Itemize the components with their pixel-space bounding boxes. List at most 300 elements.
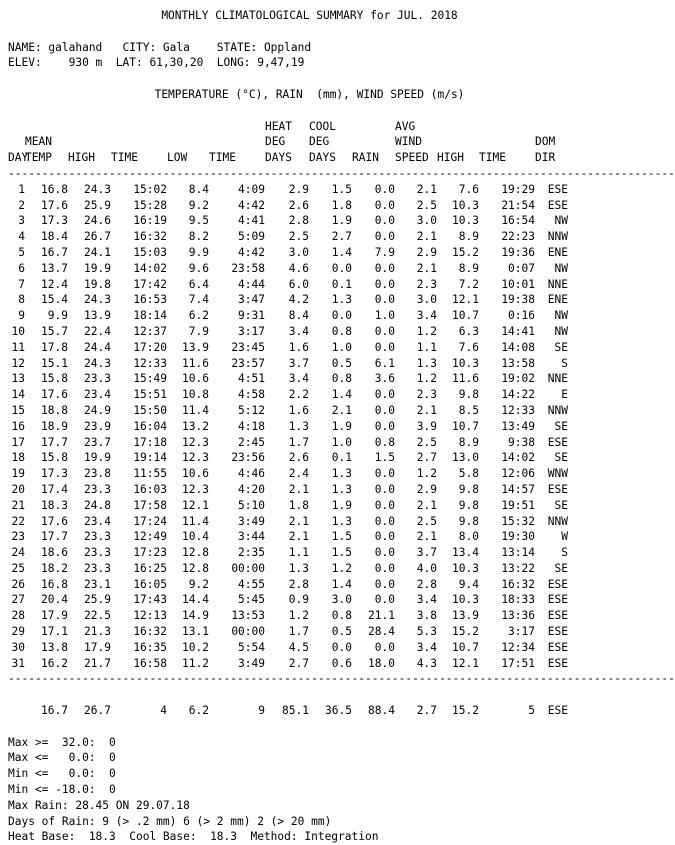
cell-wind-time: 13:49: [501, 419, 535, 433]
cell-avg-wind-speed: 2.5: [416, 514, 437, 528]
summary-block: [8, 735, 613, 845]
cell-day: 2: [18, 198, 25, 212]
cell-dom-dir: SE: [554, 451, 568, 465]
cell-high-temp: 24.9: [84, 403, 111, 417]
cell-rain: 0.0: [374, 498, 395, 512]
cell-mean-temp: 15.8: [41, 372, 68, 386]
cell-high-time: 16:19: [133, 214, 167, 228]
cell-wind-time: 22:23: [501, 230, 535, 244]
cell-low-temp: 9.2: [188, 577, 209, 591]
table-row: [8, 213, 613, 229]
cell-dom-dir: S: [561, 546, 568, 560]
header-dom-dir: DOM: [535, 135, 556, 149]
cell-high-time: 12:13: [133, 609, 167, 623]
header-low-temp: [167, 134, 209, 150]
cell-low-time: 4:42: [238, 198, 265, 212]
cell-dom-dir: SE: [554, 340, 568, 354]
cell-avg-wind-speed: 1.3: [416, 356, 437, 370]
cell-cool-deg-days: 0.6: [331, 656, 352, 670]
header-rain: [352, 119, 395, 135]
cell-high-temp: 23.3: [84, 482, 111, 496]
cell-low-temp: 11.2: [182, 656, 209, 670]
cell-day: 29: [11, 625, 25, 639]
cell-wind-time: 19:51: [501, 498, 535, 512]
cell-low-temp: 8.4: [188, 182, 209, 196]
cell-wind-high: 6.3: [458, 324, 479, 338]
cell-rain: 0.0: [374, 577, 395, 591]
cell-cool-deg-days: 0.1: [331, 277, 352, 291]
header-wind-time: [479, 134, 535, 150]
cell-low-temp: 6.2: [188, 309, 209, 323]
cell-mean-temp: 17.7: [41, 435, 68, 449]
cell-low-temp: 12.3: [182, 482, 209, 496]
cell-high-temp: 23.4: [84, 388, 111, 402]
table-row: [8, 498, 613, 514]
cell-day: 19: [11, 467, 25, 481]
cell-mean-temp: 15.4: [41, 293, 68, 307]
cell-low-temp: 13.2: [182, 419, 209, 433]
header-day: DAY: [8, 151, 29, 165]
cell-dom-dir: NNW: [547, 230, 568, 244]
cell-low-time: 23:58: [231, 261, 265, 275]
cell-cool-deg-days: 0.0: [331, 640, 352, 654]
cell-rain: 0.0: [374, 419, 395, 433]
cell-high-time: 16:58: [133, 656, 167, 670]
cell-wind-time: 13:14: [501, 546, 535, 560]
header-high-time: [111, 119, 167, 135]
cell-rain: 28.4: [368, 625, 395, 639]
summary-line: Days of Rain: 9 (> .2 mm) 6 (> 2 mm) 2 (> 20 mm): [8, 814, 332, 828]
cell-high-temp: 24.3: [84, 293, 111, 307]
table-row: [8, 592, 613, 608]
header-rain: [352, 134, 395, 150]
cell-heat-deg-days: 3.4: [288, 372, 309, 386]
cell-mean-temp: 18.4: [41, 230, 68, 244]
header-avg-wind-speed: AVG: [395, 119, 416, 133]
climate-report: [8, 8, 675, 845]
cell-mean-temp: 18.8: [41, 403, 68, 417]
cell-avg-wind-speed: 2.1: [416, 182, 437, 196]
cell-wind-time: 14:57: [501, 482, 535, 496]
cell-low-temp: 10.6: [182, 467, 209, 481]
table-row: [8, 229, 613, 245]
cell-high-time: 17:43: [133, 593, 167, 607]
cell-avg-wind-speed: 3.4: [416, 640, 437, 654]
cell-high-temp: 23.3: [84, 546, 111, 560]
cell-low-temp: 7.4: [188, 293, 209, 307]
cell-day: 16: [11, 419, 25, 433]
header-mean-temp: MEAN: [25, 135, 52, 149]
cell-wind-time: 13:22: [501, 561, 535, 575]
cell-high-temp: 23.9: [84, 419, 111, 433]
cell-avg-wind-speed: 1.2: [416, 324, 437, 338]
cell-low-temp: 11.6: [182, 356, 209, 370]
cell-high-time: 12:33: [133, 356, 167, 370]
header-wind-time: TIME: [479, 151, 506, 165]
header-wind-high: [437, 119, 479, 135]
cell-avg-wind-speed: 1.1: [416, 340, 437, 354]
cell-mean-temp: 9.9: [47, 309, 68, 323]
cell-wind-time: 19:02: [501, 372, 535, 386]
table-header: [8, 119, 613, 166]
cell-high-temp: 21.7: [84, 656, 111, 670]
cell-dom-dir: ESE: [547, 609, 568, 623]
cell-wind-time: 5: [528, 704, 535, 718]
cell-mean-temp: 17.8: [41, 340, 68, 354]
cell-wind-time: 16:32: [501, 577, 535, 591]
cell-avg-wind-speed: 3.8: [416, 609, 437, 623]
table-row: [8, 529, 613, 545]
cell-mean-temp: 15.8: [41, 451, 68, 465]
summary-line: Min <= -18.0: 0: [8, 783, 116, 797]
cell-high-temp: 19.9: [84, 261, 111, 275]
cell-low-temp: 14.4: [182, 593, 209, 607]
header-cool-deg-days: DEG: [309, 135, 330, 149]
cell-cool-deg-days: 0.0: [331, 261, 352, 275]
summary-line: Max <= 0.0: 0: [8, 751, 116, 765]
table-row: [8, 245, 613, 261]
header-low-time: [209, 119, 265, 135]
cell-high-time: 16:32: [133, 625, 167, 639]
cell-avg-wind-speed: 5.3: [416, 625, 437, 639]
cell-wind-time: 21:54: [501, 198, 535, 212]
cell-mean-temp: 13.8: [41, 640, 68, 654]
cell-high-time: 16:03: [133, 482, 167, 496]
cell-heat-deg-days: 1.1: [288, 546, 309, 560]
cell-high-time: 15:28: [133, 198, 167, 212]
cell-avg-wind-speed: 2.9: [416, 482, 437, 496]
cell-wind-high: 9.8: [458, 514, 479, 528]
cell-high-temp: 24.3: [84, 356, 111, 370]
cell-wind-high: 13.4: [452, 546, 479, 560]
cell-heat-deg-days: 85.1: [282, 704, 309, 718]
cell-high-temp: 19.8: [84, 277, 111, 291]
cell-dom-dir: WNW: [547, 467, 568, 481]
cell-wind-high: 7.2: [458, 277, 479, 291]
cell-rain: 7.9: [374, 245, 395, 259]
cell-dom-dir: ESE: [547, 482, 568, 496]
cell-cool-deg-days: 1.5: [331, 182, 352, 196]
cell-day: 1: [18, 182, 25, 196]
cell-mean-temp: 17.6: [41, 388, 68, 402]
cell-avg-wind-speed: 2.7: [416, 704, 437, 718]
cell-cool-deg-days: 0.8: [331, 324, 352, 338]
cell-rain: 0.0: [374, 182, 395, 196]
cell-high-temp: 24.1: [84, 245, 111, 259]
cell-dom-dir: W: [561, 530, 568, 544]
cell-avg-wind-speed: 3.0: [416, 293, 437, 307]
cell-heat-deg-days: 1.7: [288, 625, 309, 639]
cell-high-temp: 22.4: [84, 324, 111, 338]
cell-high-temp: 21.3: [84, 625, 111, 639]
cell-day: 24: [11, 546, 25, 560]
cell-rain: 0.0: [374, 261, 395, 275]
table-row: [8, 419, 613, 435]
cell-low-time: 4:55: [238, 577, 265, 591]
cell-dom-dir: NNW: [547, 514, 568, 528]
cell-day: 3: [18, 214, 25, 228]
cell-wind-time: 0:16: [508, 309, 535, 323]
cell-cool-deg-days: 1.3: [331, 514, 352, 528]
cell-heat-deg-days: 1.6: [288, 340, 309, 354]
header-mean-temp: TEMP: [25, 151, 52, 165]
cell-wind-time: 19:29: [501, 182, 535, 196]
header-heat-deg-days: HEAT: [265, 119, 292, 133]
cell-low-time: 9: [258, 704, 265, 718]
cell-wind-high: 10.3: [452, 561, 479, 575]
cell-wind-high: 8.5: [458, 403, 479, 417]
cell-low-temp: 12.3: [182, 435, 209, 449]
cell-heat-deg-days: 1.7: [288, 435, 309, 449]
cell-high-temp: 26.7: [84, 704, 111, 718]
cell-heat-deg-days: 2.2: [288, 388, 309, 402]
cell-dom-dir: ENE: [547, 245, 568, 259]
cell-wind-time: 16:54: [501, 214, 535, 228]
header-wind-high: [437, 134, 479, 150]
cell-rain: 0.0: [374, 593, 395, 607]
cell-wind-high: 10.7: [452, 309, 479, 323]
cell-high-time: 15:49: [133, 372, 167, 386]
table-body: [8, 182, 613, 672]
cell-low-temp: 10.8: [182, 388, 209, 402]
cell-high-time: 16:04: [133, 419, 167, 433]
cell-low-time: 4:42: [238, 245, 265, 259]
cell-dom-dir: ESE: [547, 656, 568, 670]
cell-rain: 0.8: [374, 435, 395, 449]
cell-dom-dir: ENE: [547, 293, 568, 307]
cell-cool-deg-days: 36.5: [325, 704, 352, 718]
table-row: [8, 545, 613, 561]
cell-avg-wind-speed: 3.7: [416, 546, 437, 560]
table-row: [8, 435, 613, 451]
cell-day: 13: [11, 372, 25, 386]
cell-dom-dir: NW: [554, 324, 568, 338]
cell-heat-deg-days: 2.1: [288, 530, 309, 544]
cell-heat-deg-days: 2.8: [288, 214, 309, 228]
cell-wind-high: 7.6: [458, 340, 479, 354]
cell-dom-dir: ESE: [547, 593, 568, 607]
cell-high-time: 17:24: [133, 514, 167, 528]
cell-low-temp: 10.6: [182, 372, 209, 386]
cell-dom-dir: SE: [554, 419, 568, 433]
table-row: [8, 561, 613, 577]
cell-low-time: 4:44: [238, 277, 265, 291]
cell-day: 11: [11, 340, 25, 354]
cell-mean-temp: 12.4: [41, 277, 68, 291]
cell-avg-wind-speed: 2.1: [416, 530, 437, 544]
cell-day: 20: [11, 482, 25, 496]
cell-day: 25: [11, 561, 25, 575]
header-high-temp: [68, 134, 111, 150]
cell-low-temp: 9.5: [188, 214, 209, 228]
cell-day: 28: [11, 609, 25, 623]
cell-high-time: 4: [160, 704, 167, 718]
cell-mean-temp: 17.6: [41, 198, 68, 212]
table-row: [8, 308, 613, 324]
cell-wind-high: 9.8: [458, 498, 479, 512]
cell-rain: 0.0: [374, 324, 395, 338]
cell-high-time: 16:25: [133, 561, 167, 575]
cell-high-time: 11:55: [133, 467, 167, 481]
cell-avg-wind-speed: 1.2: [416, 372, 437, 386]
cell-day: 26: [11, 577, 25, 591]
cell-dom-dir: S: [561, 356, 568, 370]
cell-high-time: 12:49: [133, 530, 167, 544]
cell-low-time: 5:54: [238, 640, 265, 654]
cell-avg-wind-speed: 2.1: [416, 261, 437, 275]
cell-high-temp: 23.3: [84, 372, 111, 386]
cell-high-time: 17:18: [133, 435, 167, 449]
cell-low-time: 2:35: [238, 546, 265, 560]
cell-wind-high: 9.4: [458, 577, 479, 591]
cell-high-temp: 22.5: [84, 609, 111, 623]
cell-rain: 3.6: [374, 372, 395, 386]
cell-low-temp: 12.1: [182, 498, 209, 512]
cell-day: 6: [18, 261, 25, 275]
separator-bottom: ---------------------------------------------------------------------------------------------------: [8, 672, 675, 686]
table-row: [8, 387, 613, 403]
header-high-time: [111, 134, 167, 150]
cell-mean-temp: 18.3: [41, 498, 68, 512]
cell-cool-deg-days: 1.9: [331, 214, 352, 228]
header-low-time: [209, 134, 265, 150]
cell-low-time: 3:49: [238, 656, 265, 670]
cell-cool-deg-days: 0.8: [331, 372, 352, 386]
cell-mean-temp: 18.9: [41, 419, 68, 433]
cell-mean-temp: 15.1: [41, 356, 68, 370]
cell-day: 10: [11, 324, 25, 338]
cell-avg-wind-speed: 2.8: [416, 577, 437, 591]
cell-day: 9: [18, 309, 25, 323]
cell-rain: 0.0: [374, 293, 395, 307]
header-low-temp: [167, 119, 209, 135]
cell-low-time: 4:09: [238, 182, 265, 196]
summary-line: Max >= 32.0: 0: [8, 735, 116, 749]
cell-mean-temp: 17.3: [41, 467, 68, 481]
cell-rain: 0.0: [374, 198, 395, 212]
cell-rain: 0.0: [374, 640, 395, 654]
cell-day: 23: [11, 530, 25, 544]
cell-low-temp: 11.4: [182, 403, 209, 417]
cell-dom-dir: ESE: [547, 198, 568, 212]
cell-avg-wind-speed: 2.5: [416, 198, 437, 212]
cell-low-temp: 6.4: [188, 277, 209, 291]
cell-cool-deg-days: 0.5: [331, 625, 352, 639]
cell-high-time: 14:02: [133, 261, 167, 275]
cell-wind-high: 15.2: [452, 704, 479, 718]
cell-heat-deg-days: 2.4: [288, 467, 309, 481]
header-day: [8, 134, 25, 150]
header-high-time: TIME: [111, 151, 138, 165]
table-row: [8, 324, 613, 340]
cell-rain: 21.1: [368, 609, 395, 623]
cell-avg-wind-speed: 3.4: [416, 593, 437, 607]
cell-day: 8: [18, 293, 25, 307]
cell-mean-temp: 17.9: [41, 609, 68, 623]
cell-high-temp: 25.9: [84, 198, 111, 212]
cell-rain: 88.4: [368, 704, 395, 718]
cell-high-time: 17:58: [133, 498, 167, 512]
cell-cool-deg-days: 1.5: [331, 546, 352, 560]
cell-dom-dir: NNE: [547, 372, 568, 386]
cell-low-temp: 11.4: [182, 514, 209, 528]
cell-avg-wind-speed: 3.9: [416, 419, 437, 433]
cell-avg-wind-speed: 3.4: [416, 309, 437, 323]
cell-mean-temp: 18.2: [41, 561, 68, 575]
header-high-temp: HIGH: [68, 151, 95, 165]
totals-values: [8, 703, 613, 719]
cell-heat-deg-days: 2.6: [288, 198, 309, 212]
cell-cool-deg-days: 1.3: [331, 482, 352, 496]
cell-low-temp: 14.9: [182, 609, 209, 623]
header-rain: RAIN: [352, 151, 379, 165]
cell-avg-wind-speed: 2.7: [416, 451, 437, 465]
cell-avg-wind-speed: 3.0: [416, 214, 437, 228]
cell-day: 14: [11, 388, 25, 402]
cell-heat-deg-days: 4.5: [288, 640, 309, 654]
cell-mean-temp: 16.2: [41, 656, 68, 670]
cell-low-time: 4:41: [238, 214, 265, 228]
cell-dom-dir: ESE: [547, 625, 568, 639]
header-cool-deg-days: DAYS: [309, 151, 336, 165]
cell-day: 21: [11, 498, 25, 512]
cell-high-temp: 23.8: [84, 467, 111, 481]
cell-low-temp: 12.8: [182, 561, 209, 575]
cell-mean-temp: 16.7: [41, 245, 68, 259]
cell-mean-temp: 20.4: [41, 593, 68, 607]
cell-high-temp: 17.9: [84, 640, 111, 654]
cell-wind-time: 19:38: [501, 293, 535, 307]
cell-mean-temp: 13.7: [41, 261, 68, 275]
cell-low-time: 3:17: [238, 324, 265, 338]
cell-heat-deg-days: 0.9: [288, 593, 309, 607]
cell-cool-deg-days: 1.5: [331, 530, 352, 544]
table-row: [8, 608, 613, 624]
cell-wind-high: 10.3: [452, 198, 479, 212]
cell-day: 7: [18, 277, 25, 291]
cell-high-time: 19:14: [133, 451, 167, 465]
cell-rain: 18.0: [368, 656, 395, 670]
cell-high-time: 18:14: [133, 309, 167, 323]
cell-low-time: 3:49: [238, 514, 265, 528]
cell-cool-deg-days: 1.9: [331, 498, 352, 512]
cell-high-temp: 23.3: [84, 561, 111, 575]
cell-day: 4: [18, 230, 25, 244]
cell-mean-temp: 17.6: [41, 514, 68, 528]
cell-wind-high: 13.0: [452, 451, 479, 465]
cell-heat-deg-days: 1.3: [288, 419, 309, 433]
header-low-temp: LOW: [167, 151, 188, 165]
cell-avg-wind-speed: 2.5: [416, 435, 437, 449]
table-row: [8, 577, 613, 593]
cell-wind-high: 15.2: [452, 245, 479, 259]
cell-rain: 1.0: [374, 309, 395, 323]
cell-avg-wind-speed: 2.1: [416, 498, 437, 512]
cell-wind-time: 14:22: [501, 388, 535, 402]
cell-low-temp: 12.8: [182, 546, 209, 560]
cell-low-time: 4:18: [238, 419, 265, 433]
cell-heat-deg-days: 4.2: [288, 293, 309, 307]
cell-dom-dir: E: [561, 388, 568, 402]
cell-avg-wind-speed: 2.1: [416, 230, 437, 244]
cell-heat-deg-days: 2.7: [288, 656, 309, 670]
cell-heat-deg-days: 3.0: [288, 245, 309, 259]
cell-wind-time: 12:06: [501, 467, 535, 481]
cell-wind-time: 14:08: [501, 340, 535, 354]
cell-high-temp: 13.9: [84, 309, 111, 323]
cell-mean-temp: 16.8: [41, 577, 68, 591]
cell-wind-high: 10.3: [452, 356, 479, 370]
